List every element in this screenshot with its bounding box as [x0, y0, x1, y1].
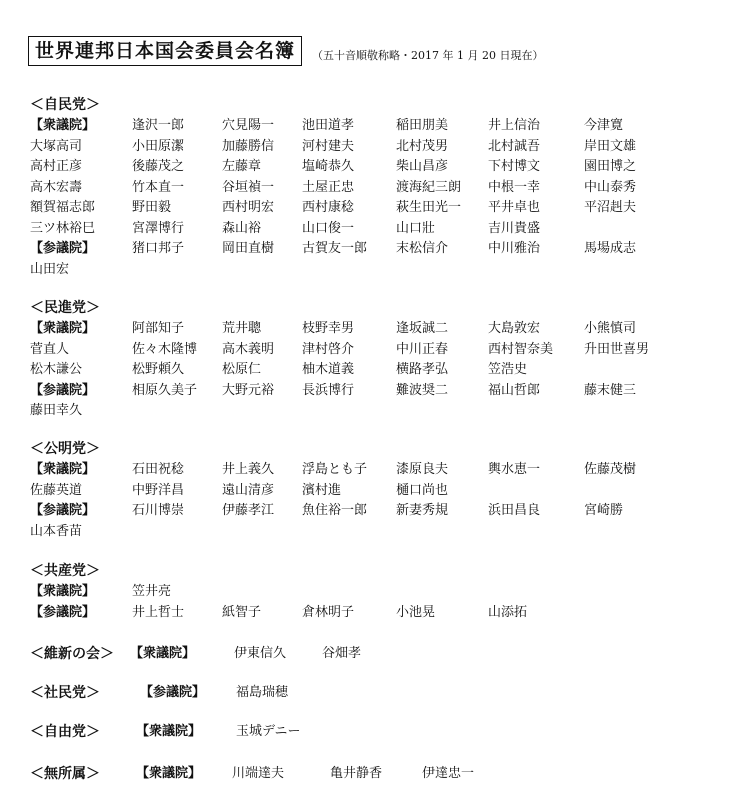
member-name: 石田祝稔	[132, 462, 185, 477]
member-name: 笠井亮	[132, 584, 172, 599]
member-name: 西村智奈美	[488, 341, 554, 357]
member-name: 北村誠吾	[488, 138, 541, 154]
member-row	[30, 239, 710, 259]
member-row	[30, 219, 710, 239]
member-name: 升田世喜男	[584, 341, 650, 357]
party-heading-komeito: ＜公明党＞	[30, 441, 100, 457]
party-heading-ldp: ＜自民党＞	[30, 97, 100, 113]
member-name: 津村啓介	[302, 341, 355, 357]
chamber-label: 【参議院】	[140, 685, 206, 700]
member-row	[30, 603, 710, 623]
member-name: 河村建夫	[302, 138, 355, 154]
member-name: 高木宏壽	[30, 179, 83, 195]
member-name: 福山哲郎	[488, 382, 541, 398]
chamber-label: 【衆議院】	[136, 724, 202, 739]
member-name: 佐藤英道	[30, 482, 83, 498]
member-name: 山口俊一	[302, 220, 355, 236]
member-name: 岡田直樹	[222, 241, 275, 256]
member-name: 松原仁	[222, 362, 262, 377]
chamber-label: 【参議院】	[30, 382, 96, 398]
party-heading-independent: ＜無所属＞	[30, 766, 100, 782]
member-name: 山添拓	[488, 604, 528, 620]
date-note: （五十音順敬称略・2017 年 1 月 20 日現在）	[312, 49, 544, 62]
member-name: 竹本直一	[132, 179, 185, 195]
member-name: 藤田幸久	[30, 403, 83, 418]
member-name: 阿部知子	[132, 321, 185, 336]
member-name: 中川雅治	[488, 241, 541, 256]
member-name: 荒井聰	[222, 321, 262, 336]
member-name: 園田博之	[584, 159, 637, 174]
member-row	[30, 319, 710, 339]
member-name: 松木謙公	[30, 362, 83, 377]
member-name: 柚木道義	[302, 362, 355, 377]
member-name: 濱村進	[302, 482, 342, 498]
member-name: 小熊慎司	[584, 321, 637, 336]
member-name: 猪口邦子	[132, 241, 185, 256]
member-name: 漆原良夫	[396, 462, 449, 477]
chamber-label: 【衆議院】	[136, 766, 202, 781]
member-name: 萩生田光一	[396, 200, 462, 215]
member-name: 高村正彦	[30, 159, 83, 174]
member-name: 左藤章	[222, 159, 262, 174]
member-name: 吉川貴盛	[488, 220, 541, 236]
member-name: 今津寛	[584, 118, 624, 133]
party-heading-dp: ＜民進党＞	[30, 300, 100, 316]
member-name: 平井卓也	[488, 200, 541, 215]
member-row	[30, 116, 710, 136]
chamber-label: 【衆議院】	[30, 118, 96, 133]
document-header	[28, 36, 544, 66]
member-name: 石川博崇	[132, 503, 185, 518]
member-name: 土屋正忠	[302, 179, 355, 195]
member-name: 中川正春	[396, 341, 449, 357]
member-row	[30, 178, 710, 198]
member-name: 長浜博行	[302, 382, 355, 398]
member-name: 遠山清彦	[222, 482, 275, 498]
member-name: 輿水恵一	[488, 462, 541, 477]
member-name: 西村明宏	[222, 200, 275, 215]
member-row	[30, 460, 710, 480]
party-row-ishin	[30, 643, 710, 665]
member-name: 中根一幸	[488, 179, 541, 195]
member-name: 菅直人	[30, 341, 70, 357]
member-row	[30, 501, 710, 521]
member-name: 後藤茂之	[132, 159, 185, 174]
member-name: 井上哲士	[132, 604, 185, 620]
member-name: 西村康稔	[302, 200, 355, 215]
member-name: 新妻秀規	[396, 503, 449, 518]
party-row-independent	[30, 763, 710, 785]
member-name: 額賀福志郎	[30, 200, 96, 215]
member-name: 稲田朋美	[396, 118, 449, 133]
member-name: 佐藤茂樹	[584, 462, 637, 477]
chamber-label: 【衆議院】	[30, 584, 96, 599]
page-title: 世界連邦日本国会委員会名簿	[28, 36, 302, 66]
member-row	[30, 401, 710, 421]
member-name: 大島敦宏	[488, 321, 541, 336]
member-name: 伊達忠一	[422, 766, 475, 781]
member-row	[30, 582, 710, 602]
member-name: 北村茂男	[396, 138, 449, 154]
member-name: 末松信介	[396, 241, 449, 256]
member-name: 藤末健三	[584, 382, 637, 398]
member-name: 小田原潔	[132, 138, 185, 154]
member-name: 谷畑孝	[322, 646, 362, 661]
member-row	[30, 157, 710, 177]
member-name: 山口壯	[396, 220, 436, 236]
chamber-label: 【衆議院】	[30, 321, 96, 336]
chamber-label: 【参議院】	[30, 241, 96, 256]
member-name: 加藤勝信	[222, 138, 275, 154]
member-name: 浜田昌良	[488, 503, 541, 518]
chamber-label: 【衆議院】	[30, 462, 96, 477]
member-name: 福島瑞穂	[236, 685, 289, 700]
member-name: 柴山昌彦	[396, 159, 449, 174]
member-name: 浮島とも子	[302, 462, 368, 477]
chamber-label: 【参議院】	[30, 503, 96, 518]
member-row	[30, 137, 710, 157]
member-row	[30, 522, 710, 542]
member-row	[30, 381, 710, 401]
member-name: 松野頼久	[132, 362, 185, 377]
member-name: 宮崎勝	[584, 503, 624, 518]
member-name: 玉城デニー	[236, 724, 301, 739]
member-name: 横路孝弘	[396, 362, 449, 377]
member-name: 亀井静香	[330, 766, 383, 781]
member-row	[30, 481, 710, 501]
member-name: 魚住裕一郎	[302, 503, 368, 518]
member-name: 中山泰秀	[584, 179, 637, 195]
party-heading-jcp: ＜共産党＞	[30, 563, 100, 579]
member-name: 佐々木隆博	[132, 341, 198, 357]
member-name: 山田宏	[30, 261, 70, 277]
party-row-liberal	[30, 721, 710, 743]
member-name: 小池晃	[396, 604, 436, 620]
chamber-label: 【参議院】	[30, 604, 96, 620]
member-name: 渡海紀三朗	[396, 179, 462, 195]
party-row-sdp	[30, 682, 710, 704]
member-name: 笠浩史	[488, 362, 528, 377]
member-name: 井上義久	[222, 462, 275, 477]
member-name: 池田道孝	[302, 118, 355, 133]
member-name: 枝野幸男	[302, 321, 355, 336]
member-name: 井上信治	[488, 118, 541, 133]
member-row	[30, 260, 710, 280]
member-name: 森山裕	[222, 220, 262, 236]
member-name: 相原久美子	[132, 382, 198, 398]
member-name: 塩崎恭久	[302, 159, 355, 174]
party-heading-sdp: ＜社民党＞	[30, 685, 100, 701]
member-name: 大塚高司	[30, 138, 83, 154]
member-name: 山本香苗	[30, 523, 83, 539]
member-name: 中野洋昌	[132, 482, 185, 498]
member-name: 紙智子	[222, 604, 262, 620]
member-name: 難波奨二	[396, 382, 449, 398]
member-name: 岸田文雄	[584, 138, 637, 154]
party-heading-liberal: ＜自由党＞	[30, 724, 100, 740]
member-name: 川端達夫	[232, 766, 285, 781]
member-name: 平沼赳夫	[584, 200, 637, 215]
member-name: 穴見陽一	[222, 118, 275, 133]
member-name: 三ツ林裕巳	[30, 220, 96, 236]
member-name: 馬場成志	[584, 241, 637, 256]
member-name: 宮澤博行	[132, 220, 185, 236]
member-name: 下村博文	[488, 159, 541, 174]
member-name: 倉林明子	[302, 604, 355, 620]
member-name: 逢坂誠二	[396, 321, 449, 336]
member-row	[30, 198, 710, 218]
member-name: 伊東信久	[234, 646, 287, 661]
member-name: 高木義明	[222, 341, 275, 357]
member-name: 古賀友一郎	[302, 241, 368, 256]
member-row	[30, 340, 710, 360]
member-row	[30, 360, 710, 380]
member-name: 大野元裕	[222, 382, 275, 398]
member-name: 野田毅	[132, 200, 172, 215]
chamber-label: 【衆議院】	[130, 646, 196, 661]
member-name: 樋口尚也	[396, 482, 449, 498]
member-name: 逢沢一郎	[132, 118, 185, 133]
member-name: 伊藤孝江	[222, 503, 275, 518]
member-name: 谷垣禎一	[222, 179, 275, 195]
party-heading-ishin: ＜維新の会＞	[30, 646, 114, 662]
